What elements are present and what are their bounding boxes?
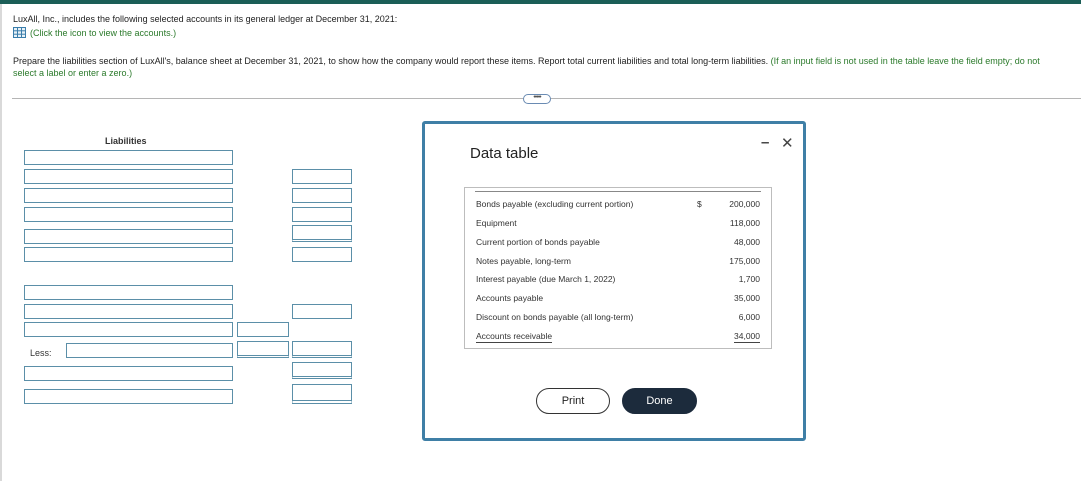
- table-row: [475, 327, 761, 346]
- amount-input-5[interactable]: [292, 304, 352, 319]
- account-name: Interest payable (due March 1, 2022): [476, 274, 616, 284]
- account-name: Notes payable, long-term: [476, 256, 571, 266]
- amount-input-total-liabilities[interactable]: [292, 384, 352, 404]
- label-input-6[interactable]: [24, 247, 233, 262]
- modal-title: Data table: [470, 145, 539, 162]
- print-button[interactable]: Print: [536, 388, 610, 414]
- instructions: [13, 55, 1063, 79]
- table-row: [475, 270, 761, 289]
- table-row: [475, 252, 761, 271]
- table-row: [475, 308, 761, 327]
- table-top-rule: [475, 191, 761, 192]
- table-row: [475, 195, 761, 214]
- table-grid-icon[interactable]: [13, 27, 26, 38]
- amount-input-mid-2[interactable]: [237, 341, 289, 358]
- expand-handle[interactable]: •••••: [523, 94, 551, 104]
- amount-input-1[interactable]: [292, 169, 352, 184]
- top-accent-bar: [0, 0, 1081, 4]
- label-input-7[interactable]: [24, 285, 233, 300]
- left-border: [0, 4, 2, 481]
- close-icon[interactable]: ✕: [781, 135, 794, 152]
- less-label: Less:: [30, 348, 52, 358]
- label-input-3[interactable]: [24, 188, 233, 203]
- minimize-icon[interactable]: –: [761, 134, 770, 151]
- less-label-input[interactable]: [66, 343, 233, 358]
- label-input-9[interactable]: [24, 322, 233, 337]
- amount-input-2[interactable]: [292, 188, 352, 203]
- account-name: Equipment: [476, 218, 517, 228]
- view-accounts-link[interactable]: (Click the icon to view the accounts.): [30, 27, 177, 38]
- problem-intro: LuxAll, Inc., includes the following selected accounts in its general ledger at December 31, 2021:: [13, 14, 398, 24]
- table-row: [475, 214, 761, 233]
- label-input-1[interactable]: [24, 150, 233, 165]
- amount-input-total-current[interactable]: [292, 247, 352, 262]
- label-input-5[interactable]: [24, 229, 233, 244]
- instructions-note: (If an input field is not used in the table leave the field empty; do not select a label or enter a zero.): [13, 56, 1040, 78]
- accounts-link-row[interactable]: [13, 27, 176, 38]
- amount-input-total-long-term[interactable]: [292, 362, 352, 379]
- done-button[interactable]: Done: [622, 388, 697, 414]
- account-amount: 34,000: [734, 331, 760, 341]
- label-input-4[interactable]: [24, 207, 233, 222]
- currency-symbol: $: [697, 199, 702, 209]
- account-amount: 200,000: [729, 199, 760, 209]
- table-row: [475, 233, 761, 252]
- account-amount: 48,000: [734, 237, 760, 247]
- account-name: Bonds payable (excluding current portion): [476, 199, 634, 209]
- label-input-8[interactable]: [24, 304, 233, 319]
- amount-input-mid-1[interactable]: [237, 322, 289, 337]
- account-name: Accounts payable: [476, 293, 544, 303]
- accounts-table: [464, 187, 772, 349]
- account-name: Discount on bonds payable (all long-term): [476, 312, 634, 322]
- label-input-2[interactable]: [24, 169, 233, 184]
- account-amount: 1,700: [738, 274, 760, 284]
- label-input-10[interactable]: [24, 366, 233, 381]
- account-amount: 118,000: [729, 218, 760, 228]
- amount-input-6[interactable]: [292, 341, 352, 358]
- account-amount: 35,000: [734, 293, 760, 303]
- instructions-text: Prepare the liabilities section of LuxAll's, balance sheet at December 31, 2021, to show how the company would report these items. Report total current liabilities and total long-term liabilities.: [13, 56, 769, 66]
- data-table-modal: [422, 121, 806, 441]
- amount-input-3[interactable]: [292, 207, 352, 222]
- account-name: Accounts receivable: [476, 331, 553, 341]
- amount-input-4[interactable]: [292, 225, 352, 242]
- table-row: [475, 289, 761, 308]
- account-amount: 175,000: [729, 256, 760, 266]
- label-input-11[interactable]: [24, 389, 233, 404]
- liabilities-heading: Liabilities: [105, 136, 147, 146]
- account-name: Current portion of bonds payable: [476, 237, 600, 247]
- account-amount: 6,000: [738, 312, 760, 322]
